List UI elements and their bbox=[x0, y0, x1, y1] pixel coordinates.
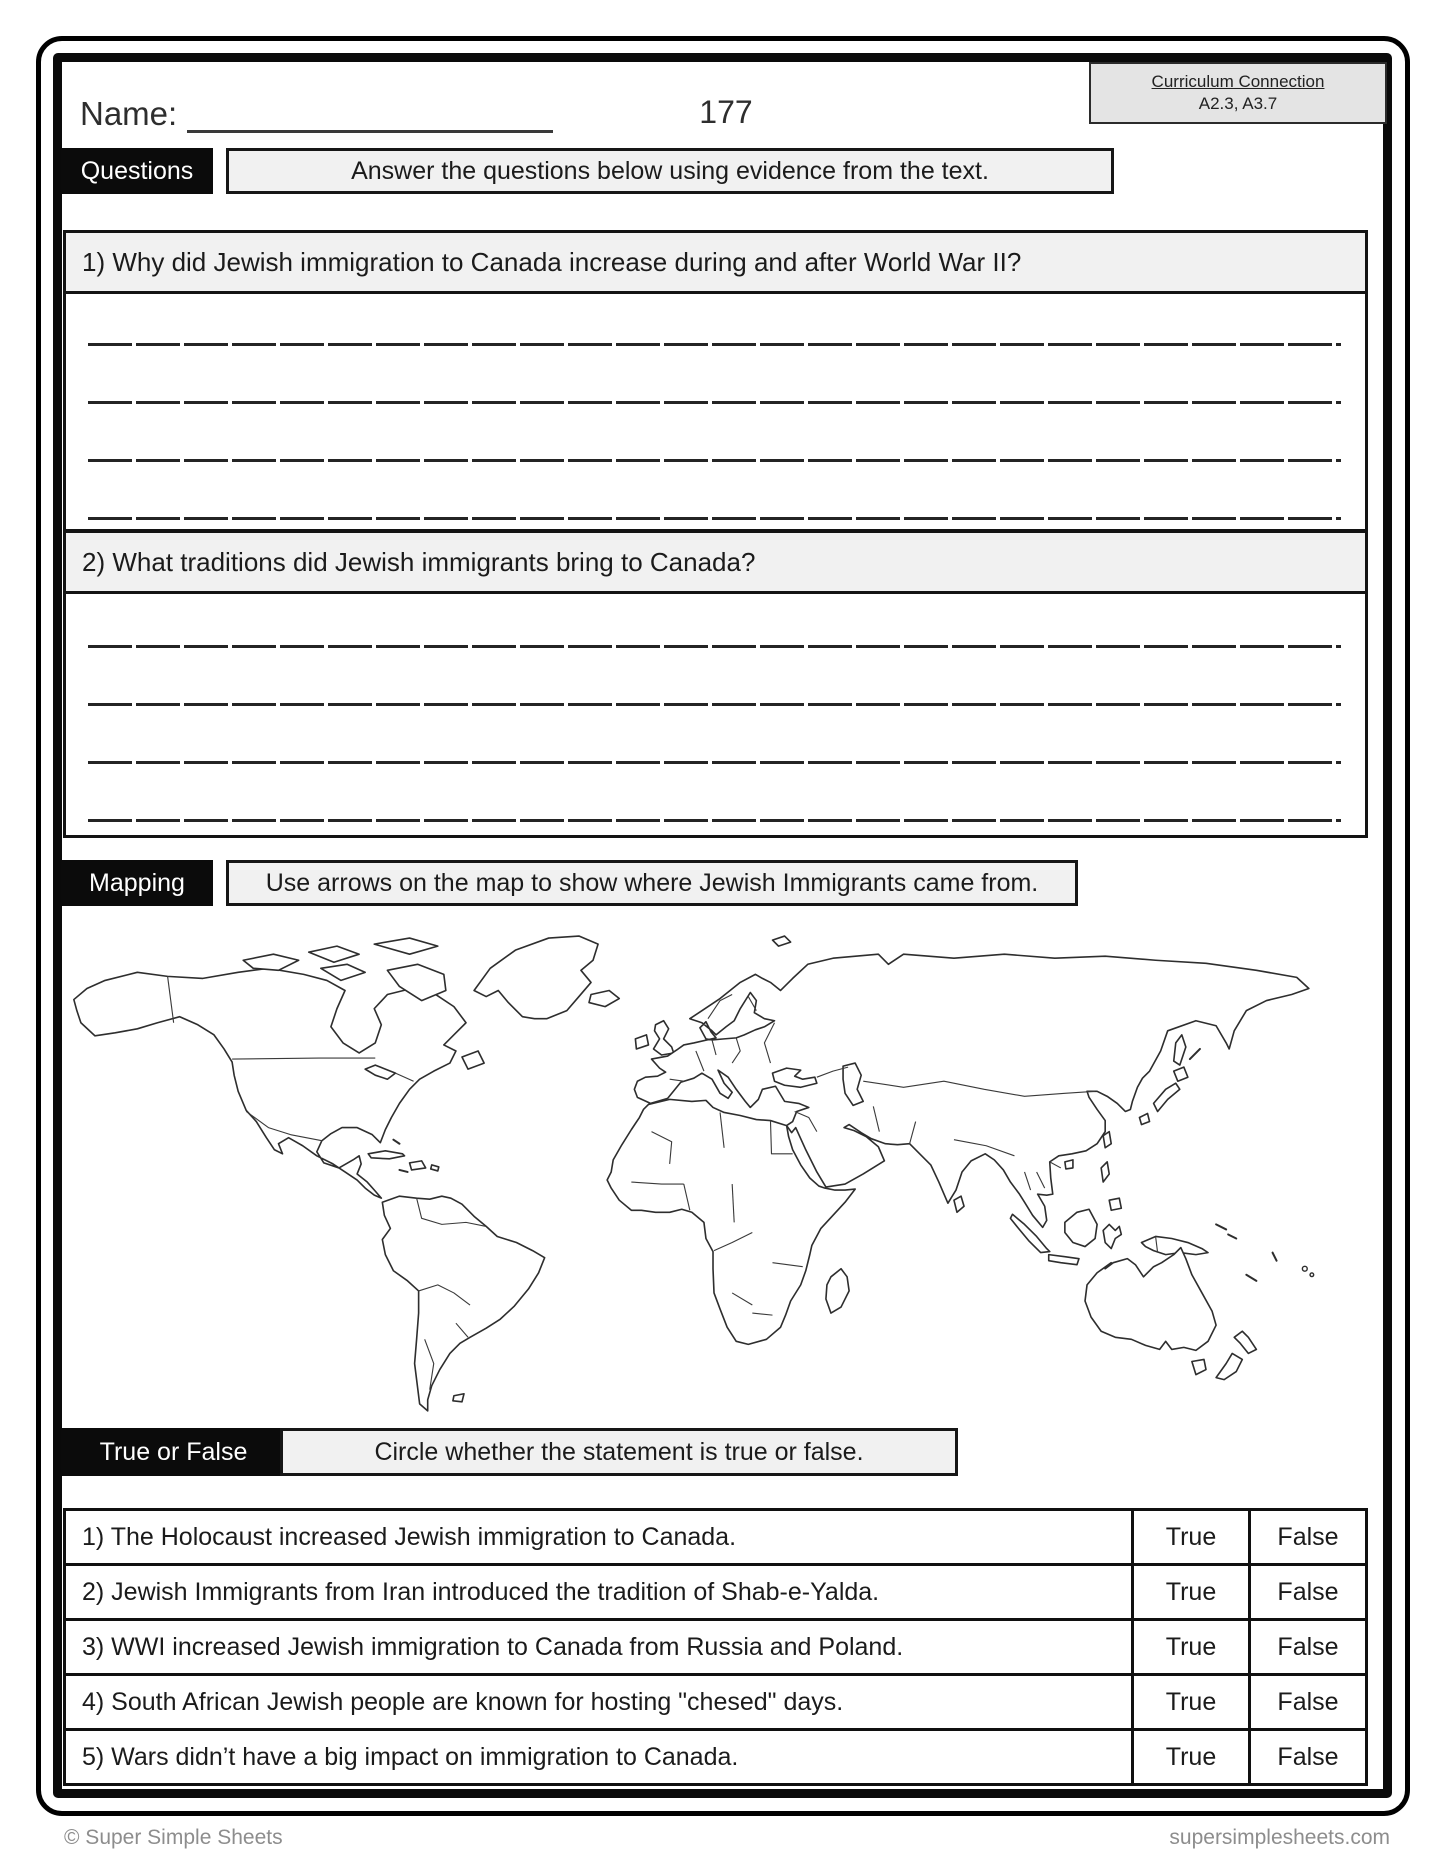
tf-statement-1: 1) The Holocaust increased Jewish immigration to Canada. bbox=[82, 1522, 737, 1551]
answer-line[interactable] bbox=[88, 459, 1341, 462]
tf-true-option-3[interactable]: True bbox=[1131, 1621, 1248, 1673]
name-label: Name: bbox=[80, 95, 178, 132]
question-1-prompt: 1) Why did Jewish immigration to Canada increase during and after World War II? bbox=[66, 233, 1365, 294]
tf-statement-3: 3) WWI increased Jewish immigration to Canada from Russia and Poland. bbox=[82, 1632, 904, 1661]
tf-statement-4: 4) South African Jewish people are known for hosting "chesed" days. bbox=[82, 1687, 844, 1716]
name-blank-line[interactable] bbox=[187, 92, 553, 133]
answer-line[interactable] bbox=[88, 703, 1341, 706]
true-false-section-label: True or False bbox=[61, 1428, 286, 1476]
table-row bbox=[66, 1621, 1365, 1676]
table-row bbox=[66, 1676, 1365, 1731]
mapping-instruction: Use arrows on the map to show where Jewish Immigrants came from. bbox=[226, 860, 1078, 906]
table-row bbox=[66, 1731, 1365, 1783]
tf-false-option-3[interactable]: False bbox=[1248, 1621, 1365, 1673]
questions-section-label: Questions bbox=[61, 148, 213, 194]
answer-line[interactable] bbox=[88, 819, 1341, 822]
table-row bbox=[66, 1566, 1365, 1621]
mapping-section-label: Mapping bbox=[61, 860, 213, 906]
page-number: 177 bbox=[699, 94, 753, 130]
true-false-instruction: Circle whether the statement is true or false. bbox=[280, 1428, 958, 1476]
world-map[interactable] bbox=[66, 930, 1358, 1424]
tf-false-option-1[interactable]: False bbox=[1248, 1511, 1365, 1563]
question-2-answer-area[interactable] bbox=[66, 594, 1365, 835]
tf-false-option-5[interactable]: False bbox=[1248, 1731, 1365, 1783]
answer-line[interactable] bbox=[88, 761, 1341, 764]
curriculum-connection-box bbox=[1089, 62, 1387, 124]
question-2-box bbox=[63, 530, 1368, 838]
table-row bbox=[66, 1511, 1365, 1566]
question-2-prompt: 2) What traditions did Jewish immigrants bring to Canada? bbox=[66, 533, 1365, 594]
tf-true-option-5[interactable]: True bbox=[1131, 1731, 1248, 1783]
answer-line[interactable] bbox=[88, 645, 1341, 648]
tf-statement-5: 5) Wars didn’t have a big impact on immigration to Canada. bbox=[82, 1742, 739, 1771]
world-map-svg bbox=[66, 930, 1358, 1424]
name-row bbox=[80, 92, 553, 133]
curriculum-codes: A2.3, A3.7 bbox=[1198, 94, 1278, 113]
answer-line[interactable] bbox=[88, 343, 1341, 346]
footer-website: supersimplesheets.com bbox=[1169, 1826, 1390, 1849]
answer-line[interactable] bbox=[88, 517, 1341, 520]
tf-false-option-2[interactable]: False bbox=[1248, 1566, 1365, 1618]
tf-true-option-1[interactable]: True bbox=[1131, 1511, 1248, 1563]
question-1-box bbox=[63, 230, 1368, 532]
tf-false-option-4[interactable]: False bbox=[1248, 1676, 1365, 1728]
footer-copyright: © Super Simple Sheets bbox=[64, 1826, 283, 1849]
tf-true-option-2[interactable]: True bbox=[1131, 1566, 1248, 1618]
true-false-table bbox=[63, 1508, 1368, 1786]
question-1-answer-area[interactable] bbox=[66, 294, 1365, 529]
tf-statement-2: 2) Jewish Immigrants from Iran introduced the tradition of Shab-e-Yalda. bbox=[82, 1577, 880, 1606]
answer-line[interactable] bbox=[88, 401, 1341, 404]
questions-instruction: Answer the questions below using evidence from the text. bbox=[226, 148, 1114, 194]
curriculum-title: Curriculum Connection bbox=[1151, 71, 1325, 91]
tf-true-option-4[interactable]: True bbox=[1131, 1676, 1248, 1728]
